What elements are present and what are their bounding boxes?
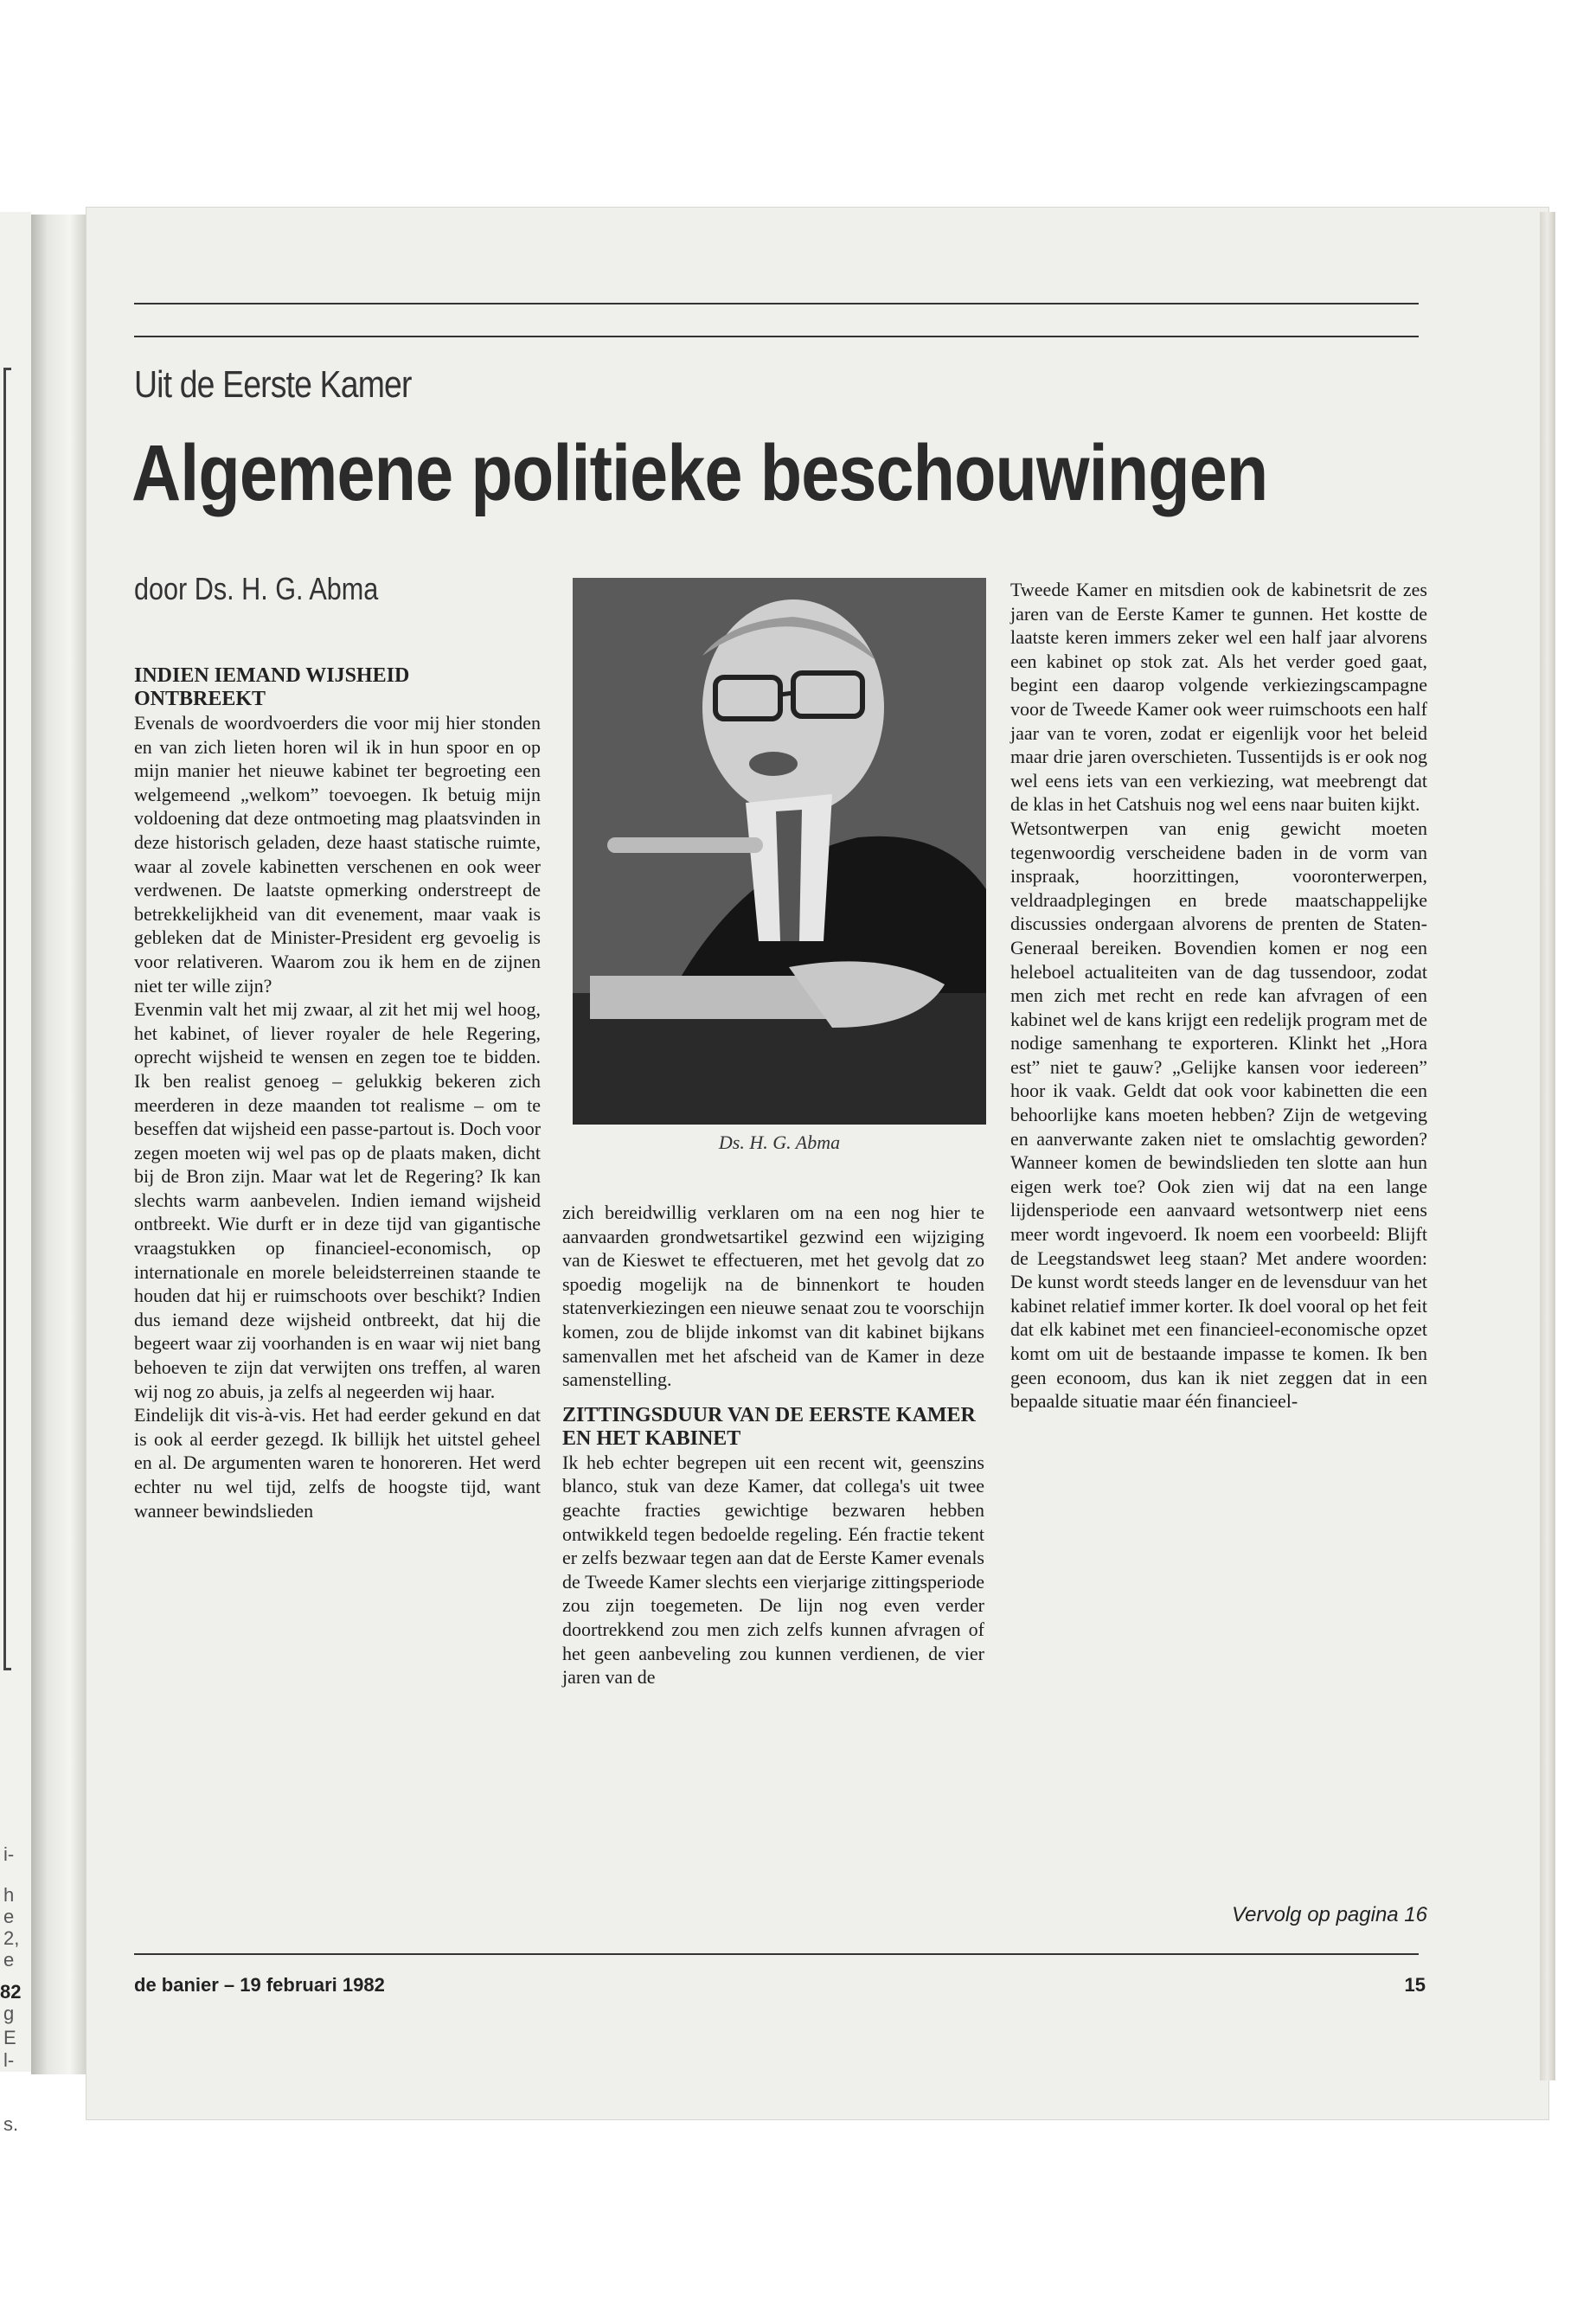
previous-page-number: 82 <box>0 1981 22 2003</box>
page-number: 15 <box>1404 1974 1426 1996</box>
margin-fragment: e <box>3 1949 15 1971</box>
margin-fragment: 2, <box>3 1927 20 1949</box>
subhead-zittingsduur: ZITTINGSDUUR VAN DE EERSTE KAMER EN HET KABINET <box>562 1403 976 1450</box>
article-byline: door Ds. H. G. Abma <box>134 571 379 606</box>
paragraph: Evenals de woordvoerders die voor mij hier stonden en van zich lieten horen wil ik in hun spoor en op mijn manier het nieuwe kabinet ter begroeting een welgemeend „welkom” toevoegen. Ik betuig mijn voldoening dat deze ontmoeting mag plaatsvinden in deze historisch geladen, deze haast statische ruimte, waar al zovele kabinetten verschenen en ook weer verdwenen. De laatste opmerking onderstreept de betrekkelijkheid van dit evenement, maar vaak is gebleken dat de Minister-President erg gevoelig is voor relativeren. Waarom zou ik hem en de zijnen niet ter wille zijn? <box>134 712 541 997</box>
footer-publication: de banier – 19 februari 1982 <box>134 1974 385 1996</box>
binding-spine <box>31 215 87 2074</box>
column-1 <box>134 664 541 1522</box>
portrait-photo <box>573 578 986 1125</box>
top-rule <box>134 303 1419 304</box>
paragraph: Ik heb echter begrepen uit een recent wit, geenszins blanco, stuk van deze Kamer, dat collega's uit twee geachte fracties gewichtige bezwaren hebben ontwikkeld tegen bedoelde regeling. Eén fractie tekent er zelfs bezwaar tegen aan dat de Eerste Kamer evenals de Tweede Kamer slechts een vierjarige zittingsperiode zou zijn toegemeten. De lijn nog even verder doortrekkend zou men zich zelfs kunnen afvragen of het geen aanbeveling zou kunnen verdienen, de vier jaren van de <box>562 1451 984 1689</box>
paragraph: Eindelijk dit vis-à-vis. Het had eerder gekund en dat is ook al eerder gezegd. Ik billijk het uitstel geheel en al. De argumenten waren te honoreren. Het werd echter nu wel tijd, zelfs de hoogste tijd, want wanneer bewindslieden <box>134 1404 541 1522</box>
article-headline: Algemene politieke beschouwingen <box>131 429 1268 517</box>
margin-fragment: i- <box>3 1843 15 1865</box>
margin-fragment: s. <box>3 2113 19 2135</box>
paragraph: zich bereidwillig verklaren om na een nog hier te aanvaarden grondwetsartikel gezwind een wijziging van de Kieswet te effectueren, met het gevolg dat zo spoedig mogelijk na de binnenkort te houden statenverkiezingen een nieuwe senaat zou te voorschijn komen, zou de blijde inkomst van dit kabinet bijkans samenvallen met het afscheid van de Kamer in deze samenstelling. <box>562 1202 984 1391</box>
column-2 <box>562 1201 984 1689</box>
paragraph: Tweede Kamer en mitsdien ook de kabinetsrit de zes jaren van de Eerste Kamer te gunnen. Het kostte de laatste keren immers zeker wel een half jaar alvorens een kabinet op stok zat. Als het verder goed gaat, begint een daarop volgende verkiezingscampagne voor de Tweede Kamer ook weer ruimschoots een half jaar van te voren, zodat er eigenlijk voor het beleid maar drie jaren overschieten. Tussentijds is er ook nog wel eens iets van een verkiezing, wat meebrengt dat de klas in het Catshuis nog wel eens naar buiten kijkt. <box>1010 579 1427 816</box>
subhead-wijsheid: INDIEN IEMAND WIJSHEID ONTBREEKT <box>134 664 410 710</box>
previous-page-edge <box>0 212 31 2135</box>
column-3 <box>1010 578 1427 1413</box>
top-rule-second <box>134 336 1419 337</box>
margin-fragment: l- <box>3 2049 15 2071</box>
section-kicker: Uit de Eerste Kamer <box>134 363 412 406</box>
bottom-rule <box>134 1953 1419 1955</box>
margin-fragment: g <box>3 2003 15 2024</box>
portrait-illustration <box>573 578 986 1125</box>
margin-fragment: E <box>3 2027 16 2048</box>
margin-bracket <box>3 368 11 1670</box>
paragraph: Evenmin valt het mij zwaar, al zit het mij wel hoog, het kabinet, of liever royaler de hele Regering, oprecht wijsheid te wensen en zegen toe te bidden. Ik ben realist genoeg – gelukkig bekeren zich meerderen in deze maanden tot realisme – om te beseffen dat wijsheid een passe-partout is. Doch voor zegen moeten wij wel pas op de plaats maken, dicht bij de Bron zijn. Maar wat let de Regering? Ik kan slechts warm aanbevelen. Indien iemand wijsheid ontbreekt. Wie durft er in deze tijd van gigantische vraagstukken op financieel-economisch, op internationale en morele beleidsterreinen staande te houden dat hij er ruimschoots over beschikt? Indien dus iemand deze wijsheid ontbreekt, dat hij die begeert waar zij voorhanden is en waar wij niet bang behoeven te zijn dat verwijten ons treffen, al waren wij nog zo abuis, ja zelfs al negeerden wij haar. <box>134 998 542 1402</box>
photo-caption: Ds. H. G. Abma <box>718 1131 841 1153</box>
margin-fragment: h <box>3 1884 15 1906</box>
margin-fragment: e <box>3 1906 15 1927</box>
continued-note: Vervolg op pagina 16 <box>1232 1903 1427 1926</box>
page-edge-right <box>1540 212 1555 2080</box>
paragraph: Wetsontwerpen van enig gewicht moeten tegenwoordig verscheidene baden in de vorm van inspraak, hoorzittingen, vooronterwerpen, veldraadplegingen en brede maatschappelijke discussies ondergaan alvorens de prenten de Staten-Generaal bereiken. Bovendien komen er nog een heleboel actualiteiten van de dag tussendoor, zodat men zich met recht en rede kan afvragen of een kabinet wel de kans krijgt een redelijk program met de nodige samenhang te exporteren. Klinkt het „Hora est” niet te gauw? „Gelijke kansen voor iedereen” hoor ik vaak. Geldt dat ook voor kabinetten die een behoorlijke kans moeten hebben? Zijn de wetgeving en aanverwante zaken niet te omslachtig geworden? Wanneer komen de bewindslieden ten slotte aan hun eigen werk toe? Ook zien wij dat na een lange lijdensperiode een aanvaard wetsontwerp niet eens meer wordt ingevoerd. Ik noem een voorbeeld: Blijft de Leegstandswet leeg staan? Met andere woorden: De kunst wordt steeds langer en de levensduur van het kabinet relatief immer korter. Ik doel vooral op het feit dat elk kabinet met een financieel-economische opzet komt om uit de bestaande impasse te komen. Ik ben geen econoom, dus kan ik niet zeggen dat in een bepaalde situatie maar één financieel- <box>1010 817 1427 1413</box>
